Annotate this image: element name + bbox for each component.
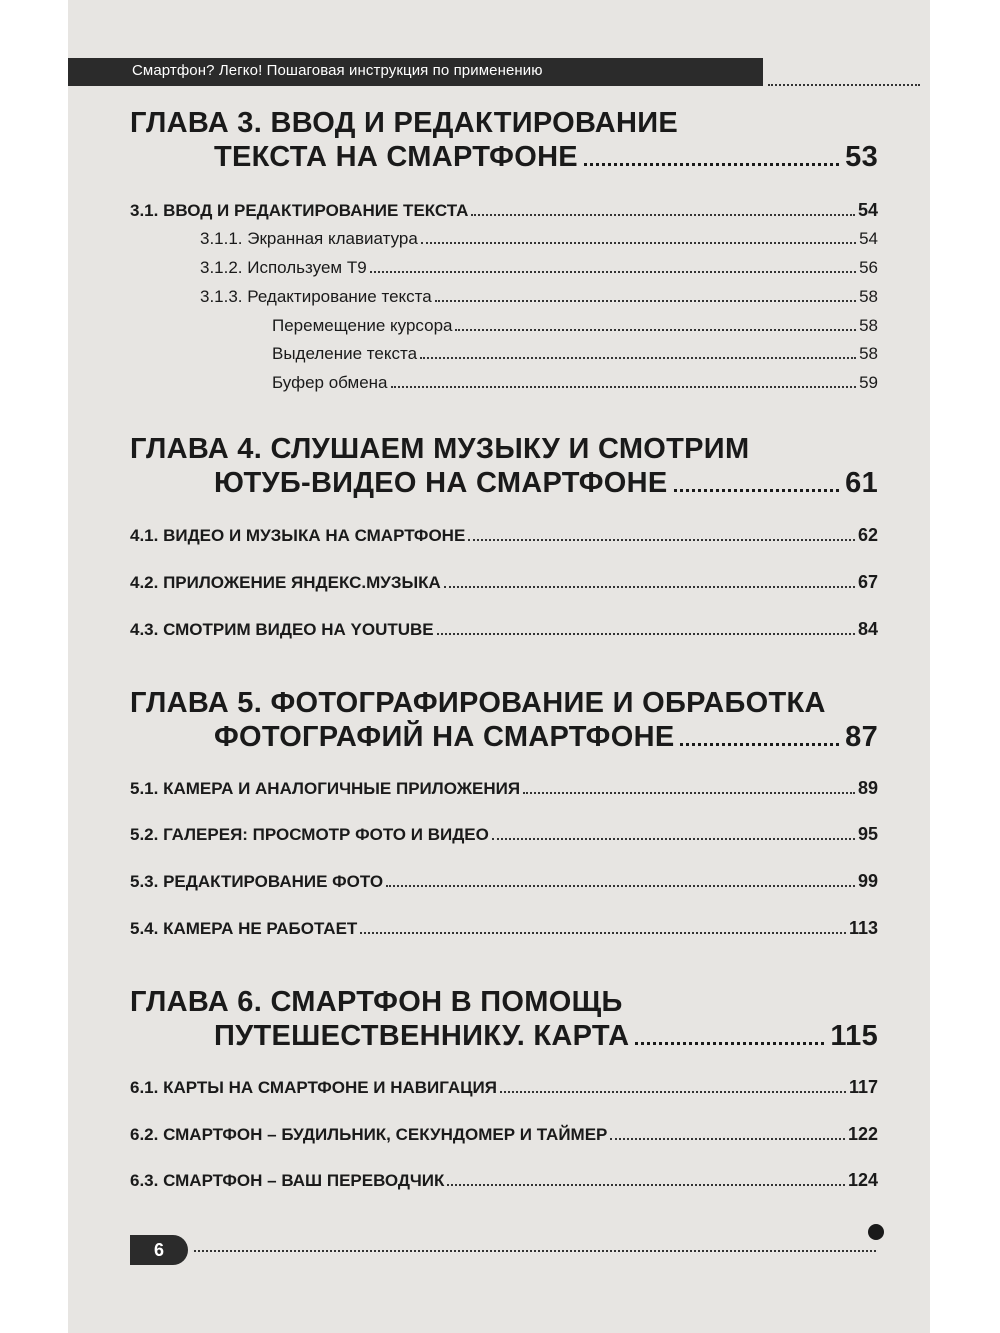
chapter-title-line2: ПУТЕШЕСТВЕННИКУ. КАРТА: [214, 1020, 630, 1052]
bullet-dot-icon: [868, 1224, 884, 1240]
page-number-badge: 6: [130, 1235, 188, 1265]
toc-entry-title: 3.1. ВВОД И РЕДАКТИРОВАНИЕ ТЕКСТА: [130, 201, 469, 220]
chapter-title-line2: ЮТУБ-ВИДЕО НА СМАРТФОНЕ: [214, 467, 668, 499]
chapter-title-line1: ГЛАВА 4. СЛУШАЕМ МУЗЫКУ И СМОТРИМ: [130, 433, 750, 465]
toc-entry[interactable]: [130, 572, 878, 593]
toc-entry-title: Буфер обмена: [272, 373, 388, 392]
toc-entry-page: 58: [859, 316, 878, 335]
toc-entry[interactable]: [130, 229, 878, 249]
chapter-page-number: 115: [830, 1020, 878, 1052]
toc-entry-title: 4.1. ВИДЕО И МУЗЫКА НА СМАРТФОНЕ: [130, 526, 466, 545]
toc-entry[interactable]: [130, 871, 878, 892]
toc-entry[interactable]: [130, 373, 878, 393]
toc-entry[interactable]: [130, 1077, 878, 1098]
dot-leader: [500, 1091, 846, 1093]
toc-entry-title: Перемещение курсора: [272, 316, 453, 335]
toc-entry[interactable]: [130, 778, 878, 799]
toc-entry-title: 4.3. СМОТРИМ ВИДЕО НА YOUTUBE: [130, 620, 434, 639]
dot-leader: [523, 792, 855, 794]
dot-leader: [420, 357, 856, 359]
toc-entry-page: 62: [857, 525, 878, 545]
toc-entry[interactable]: [130, 824, 878, 845]
toc-entry[interactable]: [130, 1124, 878, 1145]
dot-leader: [435, 300, 856, 302]
toc-entry-page: 54: [857, 200, 878, 220]
toc-entry-page: 58: [859, 344, 878, 363]
toc-entry-page: 54: [859, 229, 878, 248]
dot-leader: [370, 271, 856, 273]
toc-entry-page: 95: [857, 824, 878, 844]
toc-entry[interactable]: [130, 619, 878, 640]
dot-leader: [437, 633, 855, 635]
toc-entry-title: 6.2. СМАРТФОН – БУДИЛЬНИК, СЕКУНДОМЕР И ТАЙМЕР: [130, 1125, 608, 1144]
toc-entry[interactable]: [130, 344, 878, 364]
chapter-title-line2: ТЕКСТА НА СМАРТФОНЕ: [214, 141, 578, 173]
chapter-title-line1: ГЛАВА 3. ВВОД И РЕДАКТИРОВАНИЕ: [130, 107, 679, 139]
toc-entry-page: 117: [848, 1077, 878, 1097]
dot-leader: [635, 1042, 824, 1045]
dot-leader: [584, 163, 839, 166]
toc-entry-title: 5.4. КАМЕРА НЕ РАБОТАЕТ: [130, 919, 358, 938]
chapter-page-number: 87: [845, 721, 878, 753]
chapter-heading[interactable]: [130, 106, 878, 174]
toc-entry-page: 99: [857, 871, 878, 891]
book-page: [68, 0, 930, 1333]
dot-leader: [421, 242, 856, 244]
toc-entry[interactable]: [130, 316, 878, 336]
chapter-heading[interactable]: [130, 432, 878, 500]
dot-leader: [610, 1138, 845, 1140]
toc-entry[interactable]: [130, 258, 878, 278]
toc-entry-title: 6.3. СМАРТФОН – ВАШ ПЕРЕВОДЧИК: [130, 1171, 445, 1190]
toc-entry-title: 5.3. РЕДАКТИРОВАНИЕ ФОТО: [130, 872, 384, 891]
chapter-heading[interactable]: [130, 985, 878, 1053]
dot-leader: [444, 586, 855, 588]
toc-entry[interactable]: [130, 1170, 878, 1191]
chapter-title-line1: ГЛАВА 5. ФОТОГРАФИРОВАНИЕ И ОБРАБОТКА: [130, 687, 826, 719]
dot-leader: [447, 1184, 845, 1186]
dot-leader: [492, 838, 855, 840]
dot-leader: [360, 932, 846, 934]
toc-entry[interactable]: [130, 918, 878, 939]
dot-leader: [468, 539, 855, 541]
toc-entry[interactable]: [130, 525, 878, 546]
dot-leader: [386, 885, 855, 887]
dot-leader: [674, 489, 840, 492]
toc-entry-page: 113: [848, 918, 878, 938]
toc-entry-title: 6.1. КАРТЫ НА СМАРТФОНЕ И НАВИГАЦИЯ: [130, 1078, 497, 1097]
toc-entry-page: 56: [859, 258, 878, 277]
toc-entry-title: 5.2. ГАЛЕРЕЯ: ПРОСМОТР ФОТО И ВИДЕО: [130, 825, 489, 844]
chapter-page-number: 61: [845, 467, 878, 499]
toc-entry-title: 3.1.1. Экранная клавиатура: [200, 229, 418, 248]
toc-entry-title: Выделение текста: [272, 344, 418, 363]
dot-leader: [455, 329, 856, 331]
toc-entry-page: 124: [847, 1170, 878, 1190]
toc-entry-title: 3.1.3. Редактирование текста: [200, 287, 432, 306]
toc-entry-page: 59: [859, 373, 878, 392]
dot-leader: [680, 743, 839, 746]
toc-entry-title: 3.1.2. Используем Т9: [200, 258, 367, 277]
chapter-heading[interactable]: [130, 686, 878, 754]
toc-entry[interactable]: [130, 200, 878, 221]
toc-entry-page: 122: [847, 1124, 878, 1144]
chapter-title-line2: ФОТОГРАФИЙ НА СМАРТФОНЕ: [214, 721, 675, 753]
footer-dotted-rule: [194, 1250, 876, 1252]
toc-entry-page: 58: [859, 287, 878, 306]
toc-entry-title: 5.1. КАМЕРА И АНАЛОГИЧНЫЕ ПРИЛОЖЕНИЯ: [130, 779, 521, 798]
header-dotted-rule: [768, 84, 920, 86]
chapter-title-line1: ГЛАВА 6. СМАРТФОН В ПОМОЩЬ: [130, 986, 623, 1018]
toc-entry-page: 67: [857, 572, 878, 592]
toc-entry-title: 4.2. ПРИЛОЖЕНИЕ ЯНДЕКС.МУЗЫКА: [130, 573, 441, 592]
running-header-title: Смартфон? Легко! Пошаговая инструкция по применению: [132, 62, 543, 79]
toc-entry[interactable]: [130, 287, 878, 307]
dot-leader: [471, 214, 855, 216]
dot-leader: [391, 386, 857, 388]
chapter-page-number: 53: [845, 141, 878, 173]
toc-entry-page: 89: [857, 778, 878, 798]
toc-entry-page: 84: [857, 619, 878, 639]
